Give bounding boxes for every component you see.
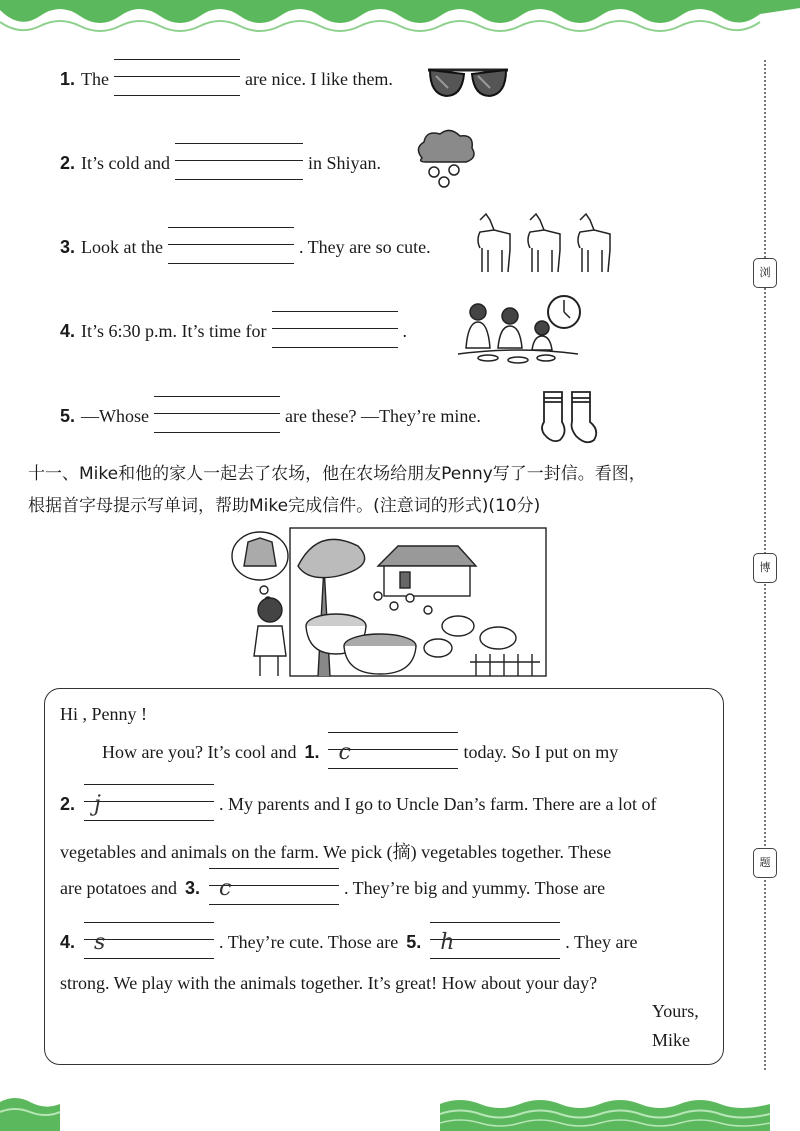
snow-cloud-icon bbox=[414, 128, 478, 188]
letter-blank-2[interactable] bbox=[84, 784, 214, 824]
hint-letter: c bbox=[338, 740, 351, 765]
question-number: 3. bbox=[60, 236, 76, 257]
bottom-right-wave bbox=[440, 1096, 770, 1131]
socks-icon bbox=[538, 388, 608, 446]
answer-blank-5[interactable] bbox=[154, 396, 280, 436]
question-number: 4. bbox=[60, 320, 76, 341]
letter-line-5 bbox=[60, 922, 637, 962]
hint-letter: c bbox=[218, 876, 232, 901]
question-text: —Whose bbox=[81, 405, 149, 426]
letter-line-4 bbox=[60, 868, 605, 908]
question-4 bbox=[60, 311, 407, 351]
blank-number: 2. bbox=[60, 793, 76, 814]
answer-blank-4[interactable] bbox=[272, 311, 398, 351]
question-number: 2. bbox=[60, 152, 76, 173]
letter-text: today. So I put on my bbox=[463, 741, 619, 762]
letter-line-3: vegetables and animals on the farm. We pick (摘) vegetables together. These bbox=[60, 842, 612, 862]
question-1 bbox=[60, 59, 393, 99]
question-text: The bbox=[81, 68, 109, 89]
blank-number: 5. bbox=[406, 931, 422, 952]
blank-number: 3. bbox=[184, 877, 200, 898]
blank-number: 1. bbox=[304, 741, 320, 762]
letter-blank-1[interactable] bbox=[328, 732, 458, 772]
blank-number: 4. bbox=[60, 931, 76, 952]
letter-text: . They’re big and yummy. Those are bbox=[343, 877, 606, 898]
letter-blank-4[interactable] bbox=[84, 922, 214, 962]
question-text: Look at the bbox=[81, 236, 163, 257]
question-text: . They are so cute. bbox=[299, 236, 431, 257]
question-text: are nice. I like them. bbox=[245, 68, 393, 89]
sunglasses-icon bbox=[426, 64, 510, 100]
side-tab: 题 bbox=[753, 848, 777, 878]
top-wave-border bbox=[0, 0, 800, 40]
question-5 bbox=[60, 396, 481, 436]
question-text: in Shiyan. bbox=[308, 152, 382, 173]
question-number: 5. bbox=[60, 405, 76, 426]
answer-blank-1[interactable] bbox=[114, 59, 240, 99]
letter-text: . They’re cute. Those are bbox=[219, 931, 399, 952]
letter-blank-3[interactable] bbox=[209, 868, 339, 908]
hint-letter: j bbox=[94, 792, 101, 817]
question-text: are these? —They’re mine. bbox=[285, 405, 481, 426]
letter-text: . My parents and I go to Uncle Dan’s farm. There are a lot of bbox=[219, 793, 657, 814]
letter-line-6: strong. We play with the animals together. It’s great! How about your day? bbox=[60, 973, 598, 993]
answer-blank-2[interactable] bbox=[175, 143, 303, 183]
family-dinner-icon bbox=[458, 292, 586, 368]
letter-greeting: Hi , Penny ! bbox=[60, 704, 147, 724]
question-2 bbox=[60, 143, 381, 183]
question-text: It’s 6:30 p.m. It’s time for bbox=[81, 320, 267, 341]
letter-text: . They are bbox=[565, 931, 638, 952]
hint-letter: s bbox=[94, 930, 106, 955]
question-3 bbox=[60, 227, 431, 267]
side-tab: 博 bbox=[753, 553, 777, 583]
letter-line-1 bbox=[102, 732, 618, 772]
letter-line-2 bbox=[60, 784, 657, 824]
goats-icon bbox=[466, 210, 622, 276]
hint-letter: h bbox=[440, 930, 455, 955]
letter-text: How are you? It’s cool and bbox=[102, 741, 297, 762]
letter-text: are potatoes and bbox=[60, 877, 177, 898]
side-tab: 浏 bbox=[753, 258, 777, 288]
question-number: 1. bbox=[60, 68, 76, 89]
letter-blank-5[interactable] bbox=[430, 922, 560, 962]
question-text: It’s cold and bbox=[81, 152, 170, 173]
section-11-instruction-line2: 根据首字母提示写单词，帮助Mike完成信件。(注意词的形式)(10分) bbox=[28, 496, 541, 516]
bottom-left-wave bbox=[0, 1094, 60, 1131]
answer-blank-3[interactable] bbox=[168, 227, 294, 267]
farm-illustration bbox=[228, 526, 548, 678]
letter-closing: Yours, bbox=[652, 1001, 699, 1021]
letter-signature: Mike bbox=[652, 1030, 690, 1050]
question-text: . bbox=[402, 320, 407, 341]
section-11-instruction-line1: 十一、Mike和他的家人一起去了农场，他在农场给朋友Penny写了一封信。看图， bbox=[28, 464, 646, 484]
